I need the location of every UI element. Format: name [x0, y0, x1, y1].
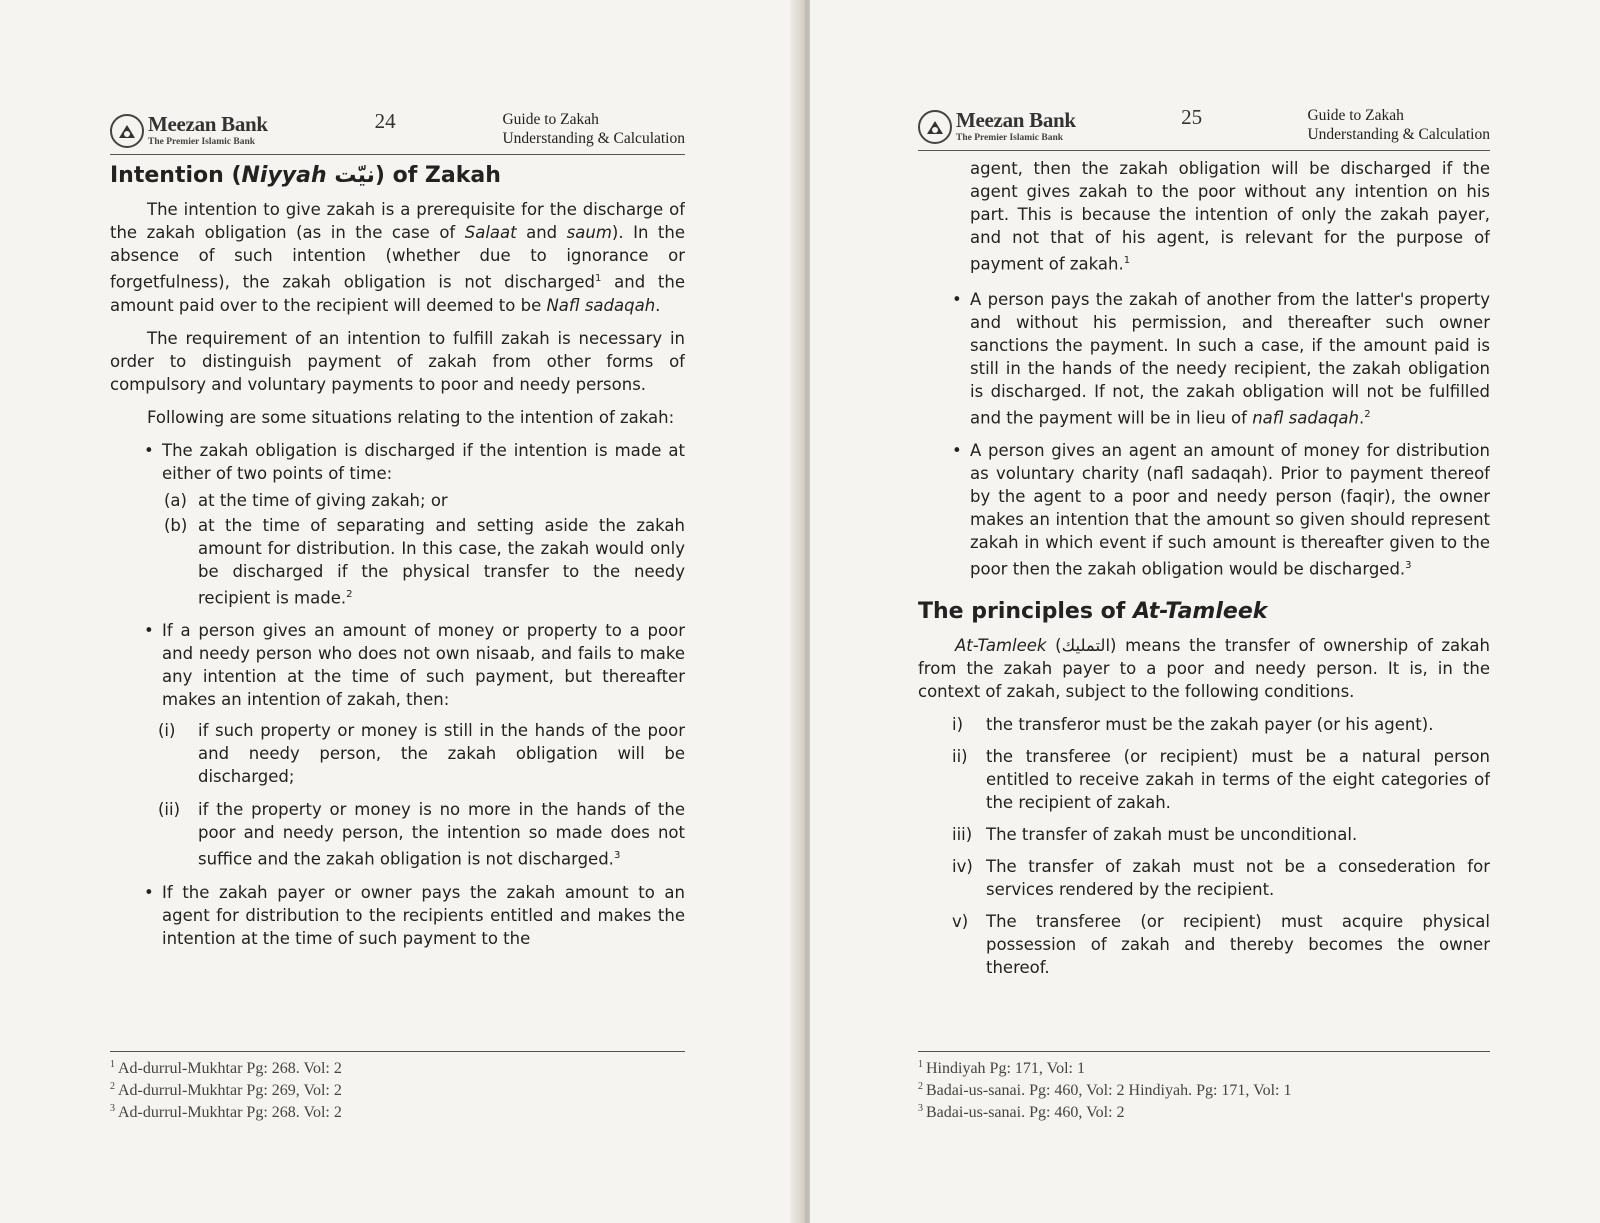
page-number: 24 [374, 109, 396, 133]
sub-item: (b) at the time of separating and setting aside the zakah amount for distribution. In this case, the zakah would only be discharged if the physical transfer to the needy recipient is made.$^2$ [164, 515, 685, 607]
meezan-logo-icon [918, 110, 952, 144]
footnote: 3 Ad-durrul-Mukhtar Pg: 268. Vol: 2 [110, 1103, 342, 1121]
section-heading: Intention (Niyyah نيّت) of Zakah [110, 163, 501, 188]
page-25 [810, 0, 1600, 1223]
condition-item: iii) The transfer of zakah must be unconditional. [952, 824, 1358, 844]
footnote: 3 Badai-us-sanai. Pg: 460, Vol: 2 [918, 1103, 1125, 1121]
sub-item: (a) at the time of giving zakah; or [164, 490, 448, 510]
section-heading: The principles of At-Tamleek [918, 598, 1268, 624]
page-body [918, 151, 1490, 1047]
page-header [110, 96, 685, 155]
brand-name: Meezan Bank [148, 112, 268, 137]
condition-item: iv) The transfer of zakah must not be a consederation for services rendered by the recipient. [952, 856, 1490, 899]
footnote: 2 Badai-us-sanai. Pg: 460, Vol: 2 Hindiyah. Pg: 171, Vol: 1 [918, 1081, 1292, 1099]
list-item: • If the zakah payer or owner pays the zakah amount to an agent for distribution to the recipients entitled and makes the intention at the time of such payment to the [144, 882, 685, 948]
continuation-paragraph: agent, then the zakah obligation will be discharged if the agent gives zakah to the poor without any intention on his part. This is because the intention of only the zakah payer, and not that of his agent, is relevant for the purpose of payment of zakah.$^1$ [970, 159, 1490, 274]
paragraph: Following are some situations relating to the intention of zakah: [147, 407, 675, 427]
sub-item: (ii) if the property or money is no more in the hands of the poor and needy person, the intention so made does not suffice and the zakah obligation is not discharged.$^3$ [158, 800, 685, 869]
situations-list [110, 439, 685, 485]
page-header [918, 92, 1490, 151]
list-item: • A person pays the zakah of another from the latter's property and without his permission, and thereafter such owner sanctions the payment. In such a case, if the amount paid is still in the hands of the needy recipient, the zakah obligation is discharged. If not, the zakah obligation will not be fulfilled and the payment will be in lieu of nafl sadaqah.$^2$ [952, 289, 1490, 427]
paragraph: At-Tamleek (التمليك) means the transfer of ownership of zakah from the zakah payer to a poor and needy person. It is, in the context of zakah, subject to the following conditions. [918, 635, 1490, 701]
page-body [110, 155, 685, 1037]
page-number: 25 [1181, 105, 1203, 129]
meezan-logo-icon [110, 114, 144, 148]
guide-title-line2: Understanding & Calculation [502, 130, 685, 147]
brand-tagline: The Premier Islamic Bank [148, 137, 256, 148]
paragraph: The requirement of an intention to fulfill zakah is necessary in order to distinguish payment of zakah from other forms of compulsory and voluntary payments to poor and needy persons. [110, 328, 685, 394]
footnotes [110, 1051, 685, 1124]
footnote: 1 Ad-durrul-Mukhtar Pg: 268. Vol: 2 [110, 1059, 342, 1077]
footnote: 1 Hindiyah Pg: 171, Vol: 1 [918, 1059, 1085, 1077]
condition-item: v) The transferee (or recipient) must acquire physical possession of zakah and thereby becomes the owner thereof. [952, 911, 1490, 977]
brand [110, 114, 268, 148]
condition-item: ii) the transferee (or recipient) must be a natural person entitled to receive zakah in terms of the eight categories of the recipient of zakah. [952, 746, 1490, 812]
paragraph: The intention to give zakah is a prerequisite for the discharge of the zakah obligation (as in the case of Salaat and saum). In the absence of such intention (whether due to ignorance or forgetfulness), the zakah obligation is not discharged$^1$ and the amount paid over to the recipient will deemed to be Nafl sadaqah. [110, 200, 685, 315]
guide-title-line1: Guide to Zakah [1307, 107, 1404, 124]
sub-item: (i) if such property or money is still in the hands of the poor and needy person, the zakah obligation will be discharged; [158, 721, 685, 786]
condition-item: i) the transferor must be the zakah payer (or his agent). [952, 714, 1434, 734]
brand-tagline: The Premier Islamic Bank [956, 133, 1064, 144]
brand-name: Meezan Bank [956, 108, 1076, 133]
list-item: • A person gives an agent an amount of money for distribution as voluntary charity (nafl sadaqah). Prior to payment thereof by the agent to a poor and needy person (faqir), the owner makes an intention that the amount so given should represent zakah in which event if such amount is thereafter given to the poor then the zakah obligation would be discharged.$^3$ [952, 441, 1490, 579]
footnote: 2 Ad-durrul-Mukhtar Pg: 269, Vol: 2 [110, 1081, 342, 1099]
footnotes [918, 1051, 1490, 1124]
guide-title-line1: Guide to Zakah [502, 111, 599, 128]
guide-title [502, 110, 685, 148]
guide-title-line2: Understanding & Calculation [1307, 126, 1490, 143]
list-item: • The zakah obligation is discharged if the intention is made at either of two points of time: [144, 440, 685, 483]
list-item: • If a person gives an amount of money or property to a poor and needy person who does not own nisaab, and fails to make any intention at the time of such payment, but thereafter makes an intention of zakah, then: [144, 621, 685, 709]
brand [918, 110, 1076, 144]
guide-title [1307, 106, 1490, 144]
